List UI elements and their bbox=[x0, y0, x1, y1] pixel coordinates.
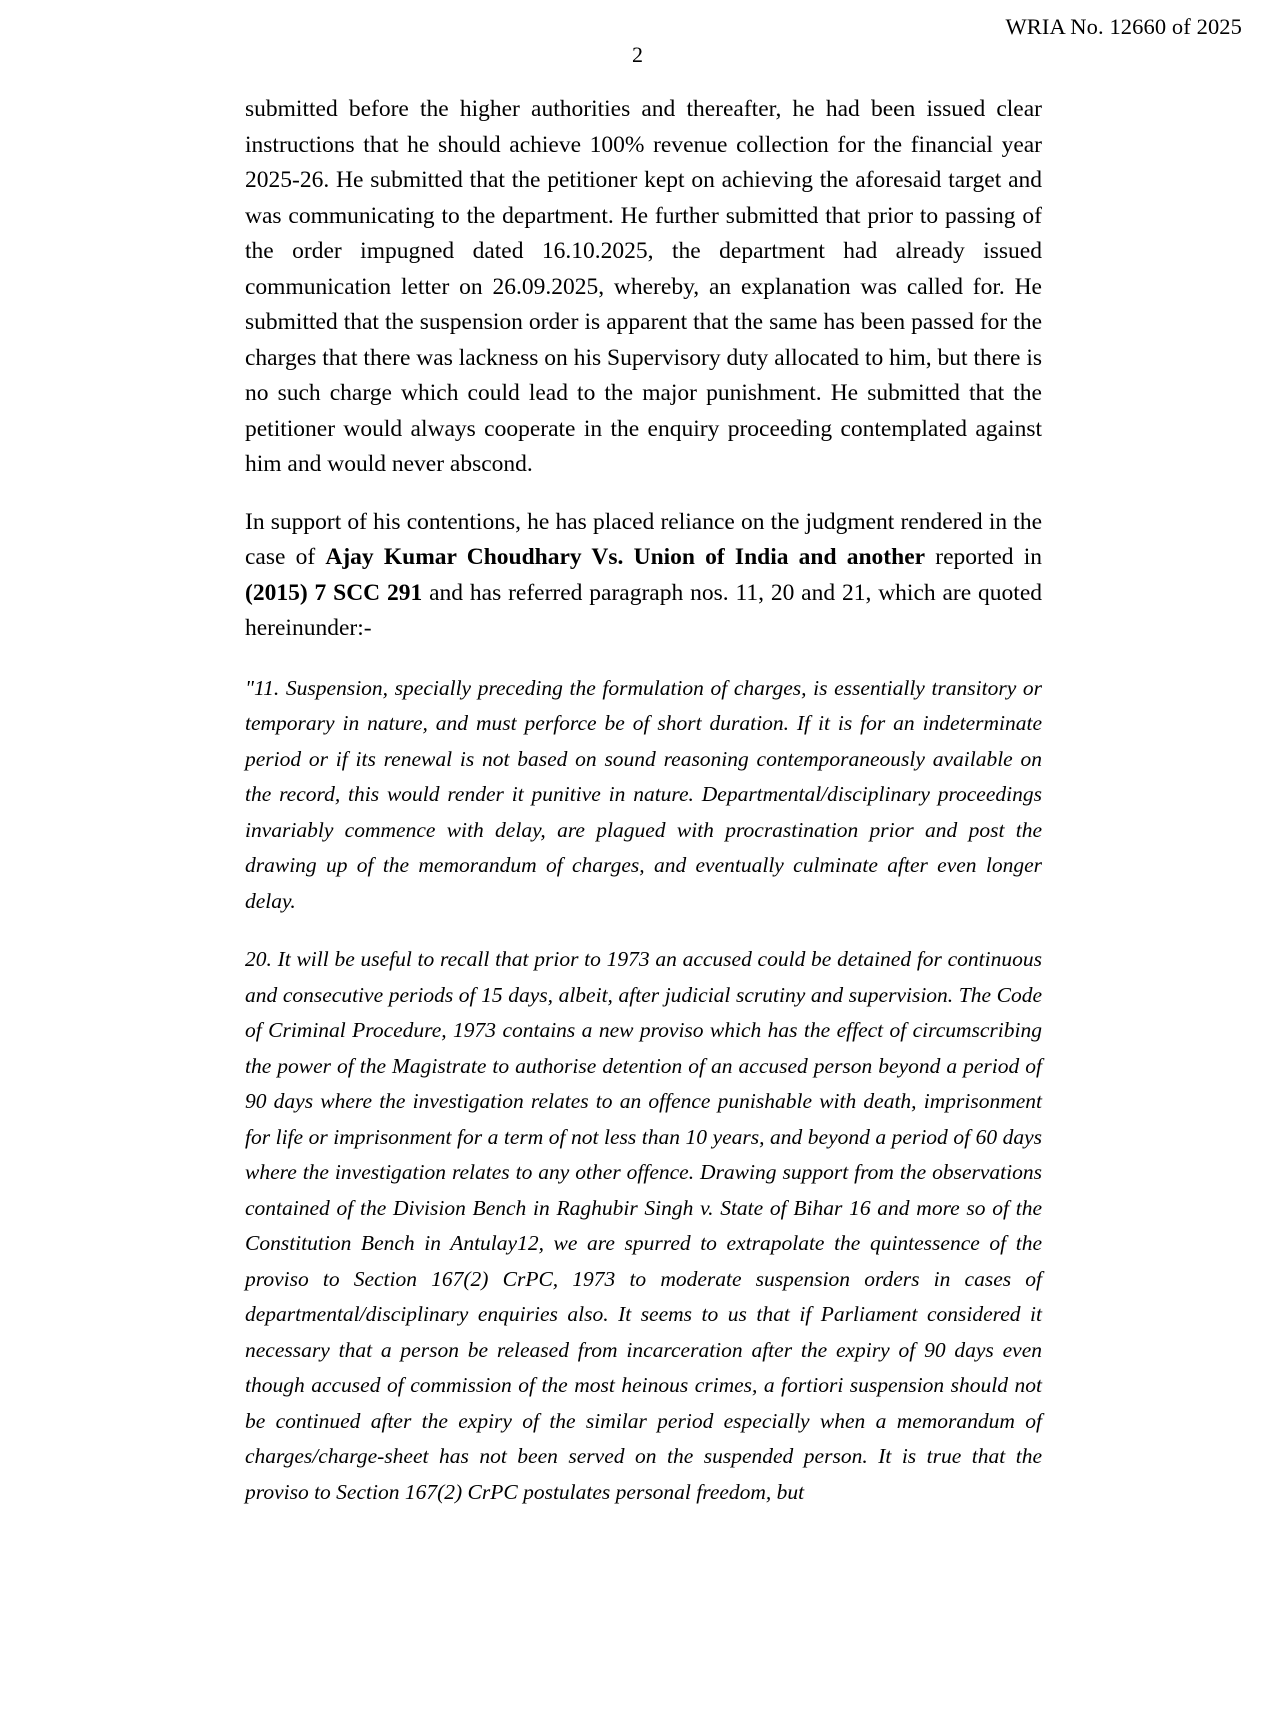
law-report-citation: (2015) 7 SCC 291 bbox=[245, 579, 423, 606]
reliance-lead-text: In support of his contentions, he has placed reliance on the judgment rendered in the case of bbox=[245, 508, 1042, 570]
quoted-paragraph-11: "11. Suspension, specially preceding the formulation of charges, is essentially transitory or temporary in nature, and must perforce be of short duration. If it is for an indeterminate period or if its renewal is not based on sound reasoning contemporaneously available on the record, this would render it punitive in nature. Departmental/disciplinary proceedings invariably commence with delay, are plagued with procrastination prior and post the drawing up of the memorandum of charges, and eventually culminate after even longer delay. bbox=[245, 675, 1042, 913]
paragraph-submissions: submitted before the higher authorities and thereafter, he had been issued clear instructions that he should achieve 100% revenue collection for the financial year 2025-26. He submitted that the petitioner kept on achieving the aforesaid target and was communicating to the department. He further submitted that prior to passing of the order impugned dated 16.10.2025, the department had already issued communication letter on 26.09.2025, whereby, an explanation was called for. He submitted that the suspension order is apparent that the same has been passed for the charges that there was lackness on his Supervisory duty allocated to him, but there is no such charge which could lead to the major punishment. He submitted that the petitioner would always cooperate in the enquiry proceeding contemplated against him and would never abscond. bbox=[245, 96, 1042, 477]
reliance-tail-text: and has referred paragraph nos. 11, 20 and 21, which are quoted hereinunder:- bbox=[245, 579, 1042, 641]
paragraph-reliance bbox=[245, 505, 1042, 647]
quoted-paragraph-20: 20. It will be useful to recall that prior to 1973 an accused could be detained for continuous and consecutive periods of 15 days, albeit, after judicial scrutiny and supervision. The Code of Criminal Procedure, 1973 contains a new proviso which has the effect of circumscribing the power of the Magistrate to authorise detention of an accused person beyond a period of 90 days where the investigation relates to an offence punishable with death, imprisonment for life or imprisonment for a term of not less than 10 years, and beyond a period of 60 days where the investigation relates to any other offence. Drawing support from the observations contained of the Division Bench in Raghubir Singh v. State of Bihar 16 and more so of the Constitution Bench in Antulay12, we are spurred to extrapolate the quintessence of the proviso to Section 167(2) CrPC, 1973 to moderate suspension orders in cases of departmental/disciplinary enquiries also. It seems to us that if Parliament considered it necessary that a person be released from incarceration after the expiry of 90 days even though accused of commission of the most heinous crimes, a fortiori suspension should not be continued after the expiry of the similar period especially when a memorandum of charges/charge-sheet has not been served on the suspended person. It is true that the proviso to Section 167(2) CrPC postulates personal freedom, but bbox=[245, 947, 1042, 1504]
page-number: 2 bbox=[632, 42, 643, 67]
case-number-header: WRIA No. 12660 of 2025 bbox=[1005, 14, 1242, 39]
reliance-mid-text: reported in bbox=[925, 544, 1043, 570]
case-name-citation: Ajay Kumar Choudhary Vs. Union of India and another bbox=[325, 544, 926, 570]
page-content bbox=[245, 92, 1042, 1533]
